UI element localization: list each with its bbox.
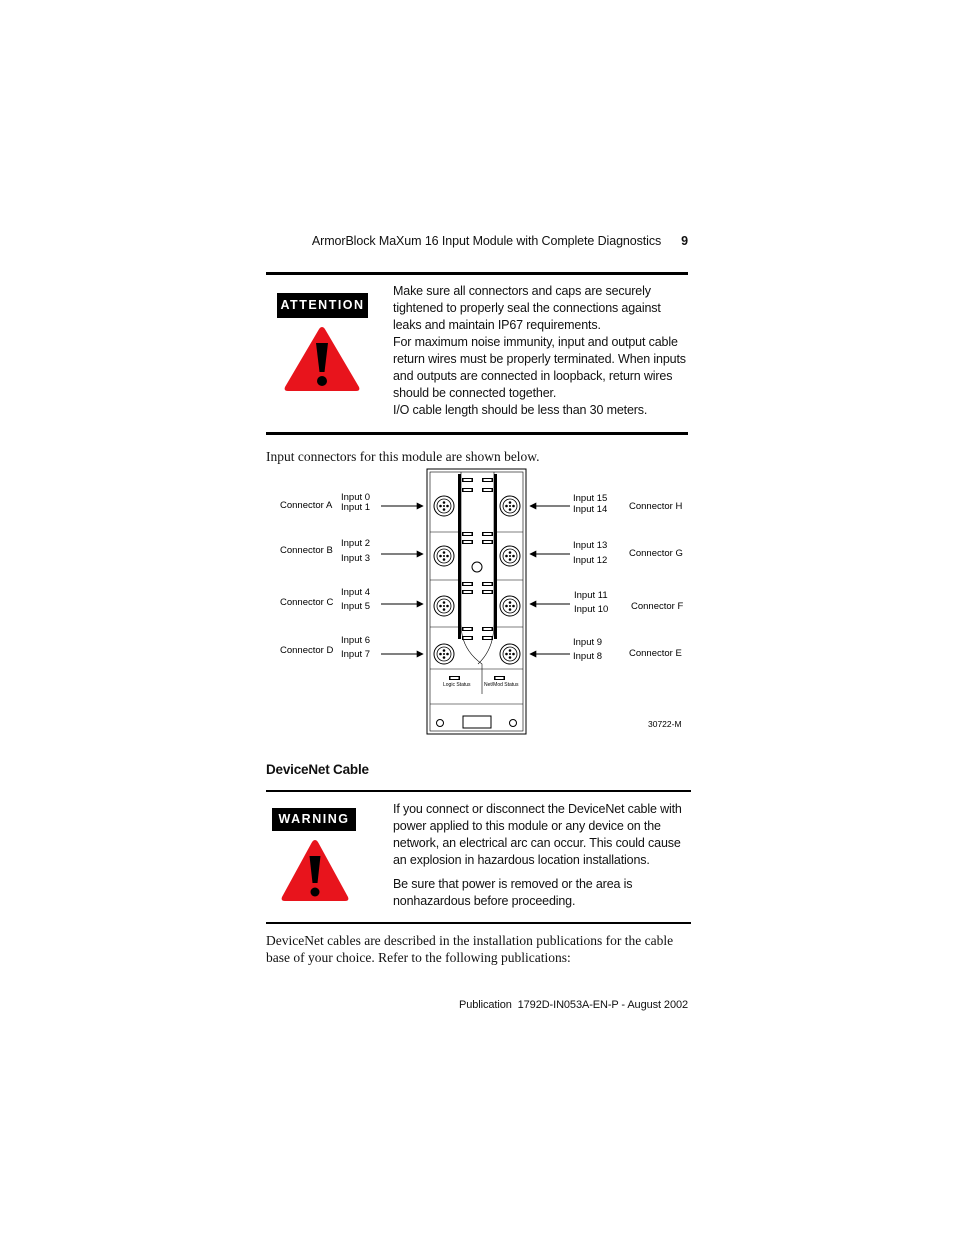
figure-id: 30722-M [648,719,682,729]
connector-label: Connector H [629,501,683,512]
input-label: Input 10 [574,604,609,615]
page-number: 9 [681,234,688,248]
connector-label: Connector G [629,548,683,559]
attention-paragraph: For maximum noise immunity, input and output cable return wires must be properly terminated. When inputs and outputs are connected in loopback, return wires should be connected together. [393,335,686,400]
input-label: Input 15 [573,493,608,504]
warning-badge: WARNING [272,808,356,831]
input-label: Input 11 [574,590,608,601]
left-connector-labels [280,492,370,660]
input-label: Input 13 [573,540,608,551]
input-label: Input 14 [573,504,608,515]
connector-label: Connector D [280,645,334,656]
input-label: Input 12 [573,555,608,566]
input-label: Input 6 [341,635,371,646]
connector-a-socket [434,496,454,516]
connector-b-socket [434,546,454,566]
left-arrows [381,506,423,654]
intro-text: Input connectors for this module are shown below. [266,449,540,464]
attention-badge: ATTENTION [277,293,368,318]
input-label: Input 3 [341,553,371,564]
warning-bottom-rule [266,922,691,924]
input-label: Input 7 [341,649,371,660]
attention-paragraph: I/O cable length should be less than 30 meters. [393,403,648,417]
connector-d-socket [434,644,454,664]
warning-paragraph: Be sure that power is removed or the area is nonhazardous before proceeding. [393,877,633,908]
body-paragraph: DeviceNet cables are described in the installation publications for the cable base of your choice. Refer to the following publications: [266,933,674,965]
warning-top-rule [266,790,691,792]
input-label: Input 4 [341,587,371,598]
input-label: Input 2 [341,538,371,549]
connector-f-socket [500,596,520,616]
running-header [266,234,688,252]
input-label: Input 8 [573,651,603,662]
right-arrows [530,506,570,654]
attention-bottom-rule [266,432,688,435]
page-footer: Publication 1792D-IN053A-EN-P - August 2002 [459,999,688,1011]
attention-top-rule [266,272,688,275]
attention-text [393,283,688,419]
connector-e-socket [500,644,520,664]
connector-h-socket [500,496,520,516]
connector-g-socket [500,546,520,566]
connector-label: Connector E [629,648,682,659]
attention-paragraph: Make sure all connectors and caps are securely tightened to properly seal the connections against leaks and maintain IP67 requirements. [393,284,661,332]
input-label: Input 5 [341,601,371,612]
warning-paragraph: If you connect or disconnect the DeviceNet cable with power applied to this module or any device on the network, an electrical arc can occur. This could cause an explosion in hazardous location installations. [393,802,682,867]
logic-status-label: Logic Status [443,682,471,688]
connector-label: Connector B [280,545,333,556]
input-label: Input 1 [341,502,371,513]
connector-label: Connector A [280,500,333,511]
connector-c-socket [434,596,454,616]
connector-label: Connector C [280,597,334,608]
side-connector-strips [458,474,497,639]
attention-warning-triangle-icon [283,325,361,393]
input-label: Input 9 [573,637,603,648]
warning-triangle-icon [280,838,350,903]
right-connector-labels [573,493,683,662]
warning-text [393,801,691,910]
input-label: Input 0 [341,492,371,503]
net-mod-status-label: Net/Mod Status [484,682,519,688]
connector-diagram [266,464,686,739]
section-heading: DeviceNet Cable [266,762,369,777]
connector-label: Connector F [631,601,684,612]
running-title: ArmorBlock MaXum 16 Input Module with Complete Diagnostics [311,234,662,248]
